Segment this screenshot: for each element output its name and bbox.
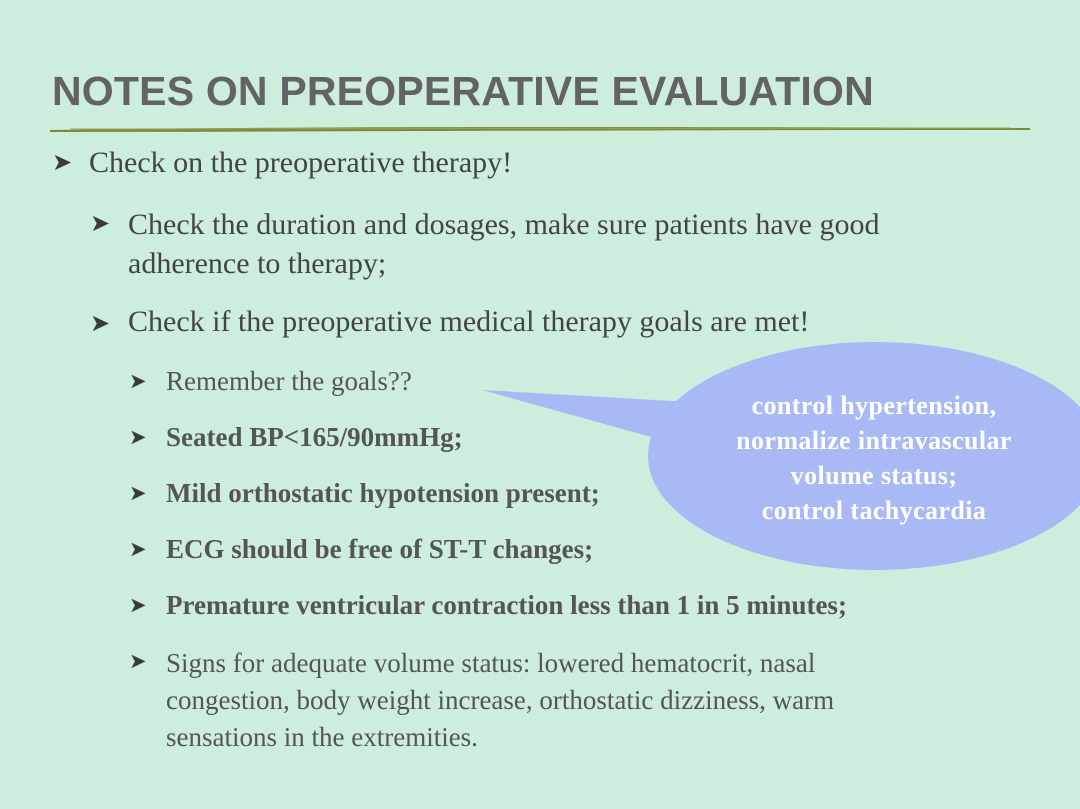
slide-title: NOTES ON PREOPERATIVE EVALUATION xyxy=(52,68,874,114)
bullet-arrow-icon: ➤ xyxy=(129,369,147,393)
bullet-arrow-icon: ➤ xyxy=(129,537,147,561)
callout-line4: control tachycardia xyxy=(761,496,987,525)
bullet-seated-bp: Seated BP<165/90mmHg; xyxy=(166,422,463,452)
callout-line1: control hypertension, xyxy=(751,391,997,420)
bullet-arrow-icon: ➤ xyxy=(90,211,111,237)
bullet-preoperative-therapy: Check on the preoperative therapy! xyxy=(89,146,513,179)
bullet-arrow-icon: ➤ xyxy=(129,425,147,449)
bullet-ecg: ECG should be free of ST-T changes; xyxy=(166,534,594,564)
bullet-arrow-icon: ➤ xyxy=(129,649,147,673)
bullet-orthostatic-hypotension: Mild orthostatic hypotension present; xyxy=(166,478,600,508)
callout-line3: volume status; xyxy=(790,461,958,490)
bullet-pvc: Premature ventricular contraction less than 1 in 5 minutes; xyxy=(166,590,847,620)
bullet-arrow-icon: ➤ xyxy=(129,593,147,617)
bullet-arrow-icon: ➤ xyxy=(52,150,73,176)
bullet-duration-dosages-line1: Check the duration and dosages, make sure patients have good xyxy=(128,208,880,241)
bullet-therapy-goals: Check if the preoperative medical therapy goals are met! xyxy=(128,305,810,338)
bullet-duration-dosages-line2: adherence to therapy; xyxy=(128,247,387,280)
callout-text xyxy=(684,388,1064,528)
bullet-volume-status-line3: sensations in the extremities. xyxy=(166,722,478,752)
callout-line2: normalize intravascular xyxy=(736,426,1012,455)
bullet-volume-status-line2: congestion, body weight increase, orthostatic dizziness, warm xyxy=(166,685,835,715)
bullet-arrow-icon: ➤ xyxy=(90,311,111,337)
bullet-arrow-icon: ➤ xyxy=(129,481,147,505)
bullet-remember-goals: Remember the goals?? xyxy=(166,366,412,396)
bullet-volume-status-line1: Signs for adequate volume status: lowered hematocrit, nasal xyxy=(166,648,816,678)
